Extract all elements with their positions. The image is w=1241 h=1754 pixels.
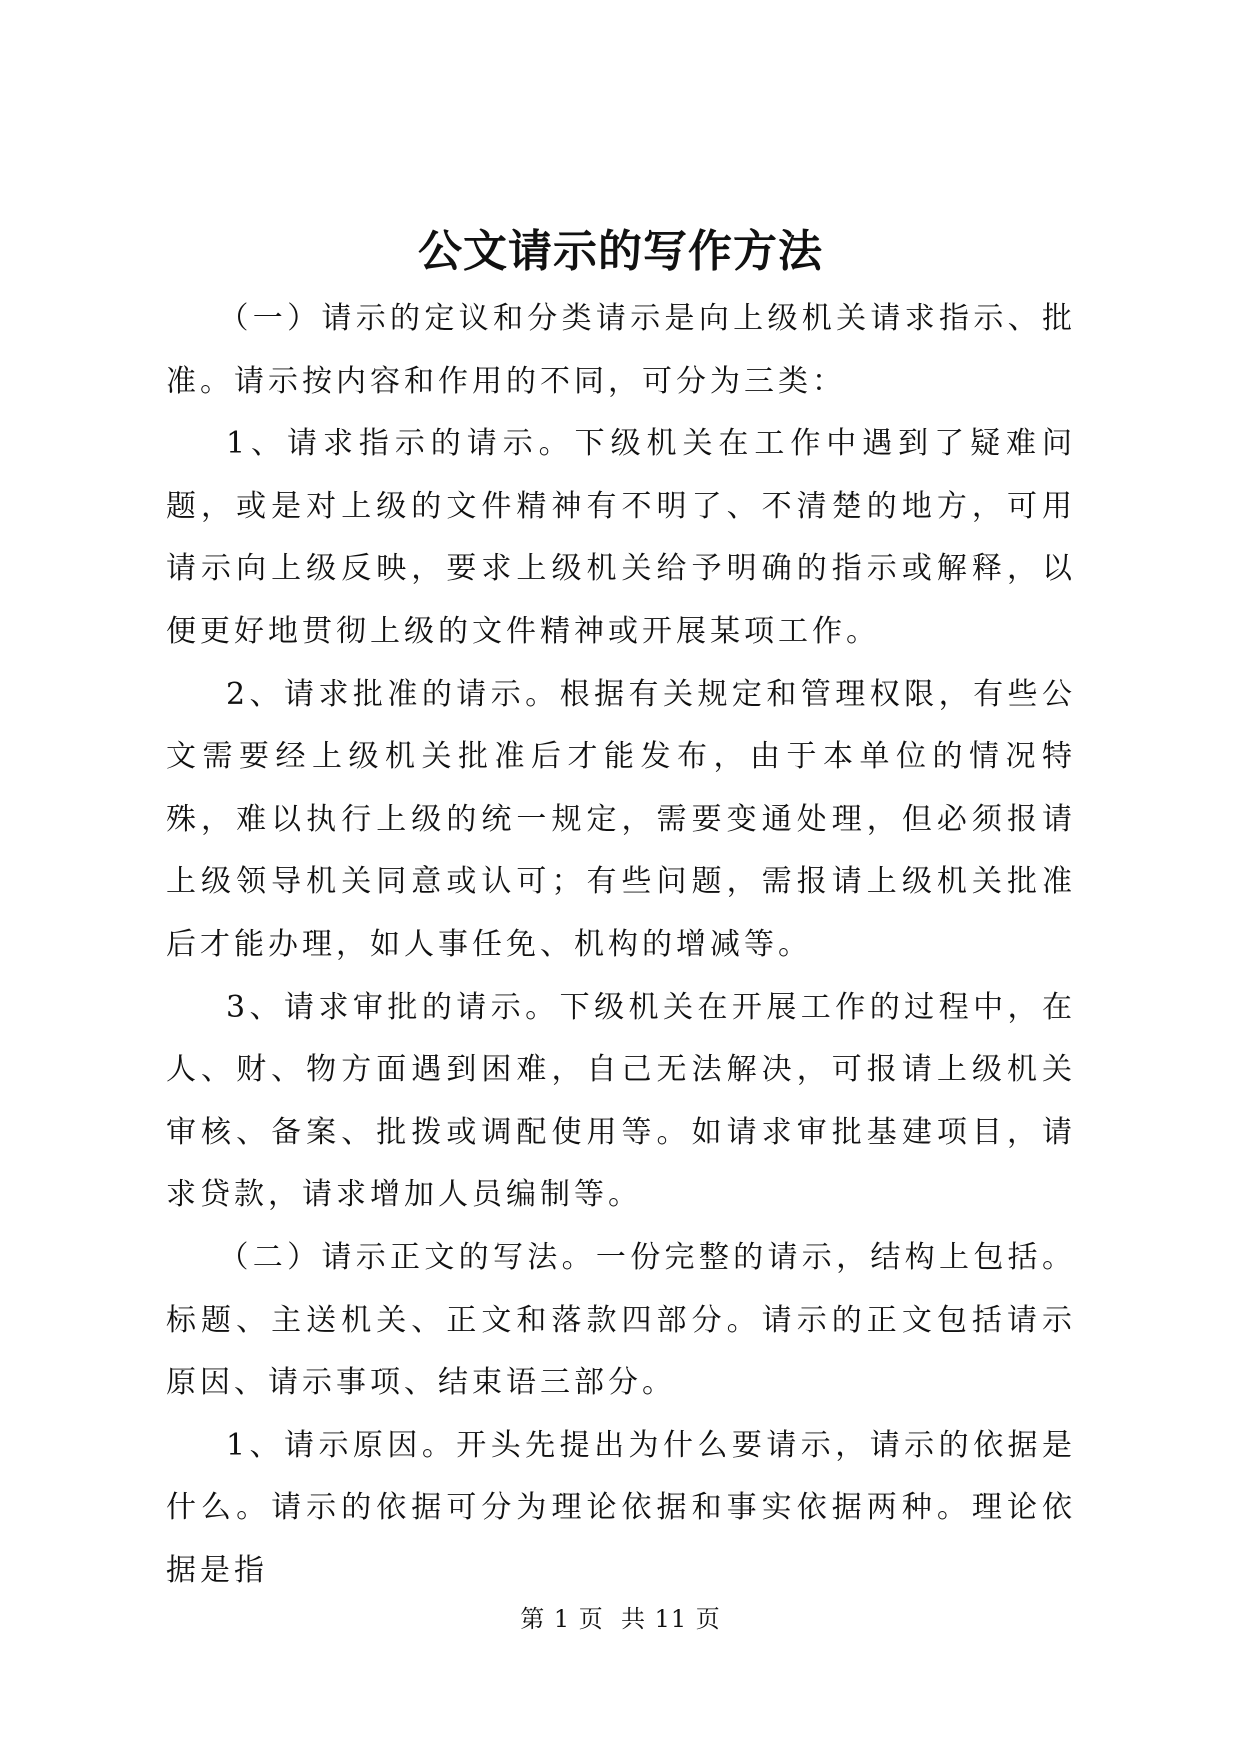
page-number-label: 第 1 页 共 11 页 <box>520 1605 721 1633</box>
paragraph-request-reason: 1、请示原因。开头先提出为什么要请示，请示的依据是什么。请示的依据可分为理论依据和事实依据两种。理论依据是指 <box>166 1427 1076 1588</box>
paragraph-definition: （一）请示的定议和分类请示是向上级机关请求指示、批准。请示按内容和作用的不同，可分为三类： <box>166 301 1076 399</box>
document-title: 公文请示的写作方法 <box>418 226 823 277</box>
paragraph-body-writing: （二）请示正文的写法。一份完整的请示，结构上包括。标题、主送机关、正文和落款四部分。请示的正文包括请示原因、请示事项、结束语三部分。 <box>166 1239 1076 1401</box>
page-footer <box>0 1603 1241 1635</box>
document-body <box>166 288 1076 1602</box>
paragraph-request-review: 3、请求审批的请示。下级机关在开展工作的过程中，在人、财、物方面遇到困难，自己无法解决，可报请上级机关审核、备案、批拨或调配使用等。如请求审批基建项目，请求贷款，请求增加人员编制等。 <box>166 989 1076 1213</box>
paragraph-request-approval: 2、请求批准的请示。根据有关规定和管理权限，有些公文需要经上级机关批准后才能发布，由于本单位的情况特殊，难以执行上级的统一规定，需要变通处理，但必须报请上级领导机关同意或认可；有些问题，需报请上级机关批准后才能办理，如人事任免、机构的增减等。 <box>166 676 1076 962</box>
paragraph-request-instruction: 1、请求指示的请示。下级机关在工作中遇到了疑难问题，或是对上级的文件精神有不明了、不清楚的地方，可用请示向上级反映，要求上级机关给予明确的指示或解释，以便更好地贯彻上级的文件精神或开展某项工作。 <box>166 426 1076 649</box>
